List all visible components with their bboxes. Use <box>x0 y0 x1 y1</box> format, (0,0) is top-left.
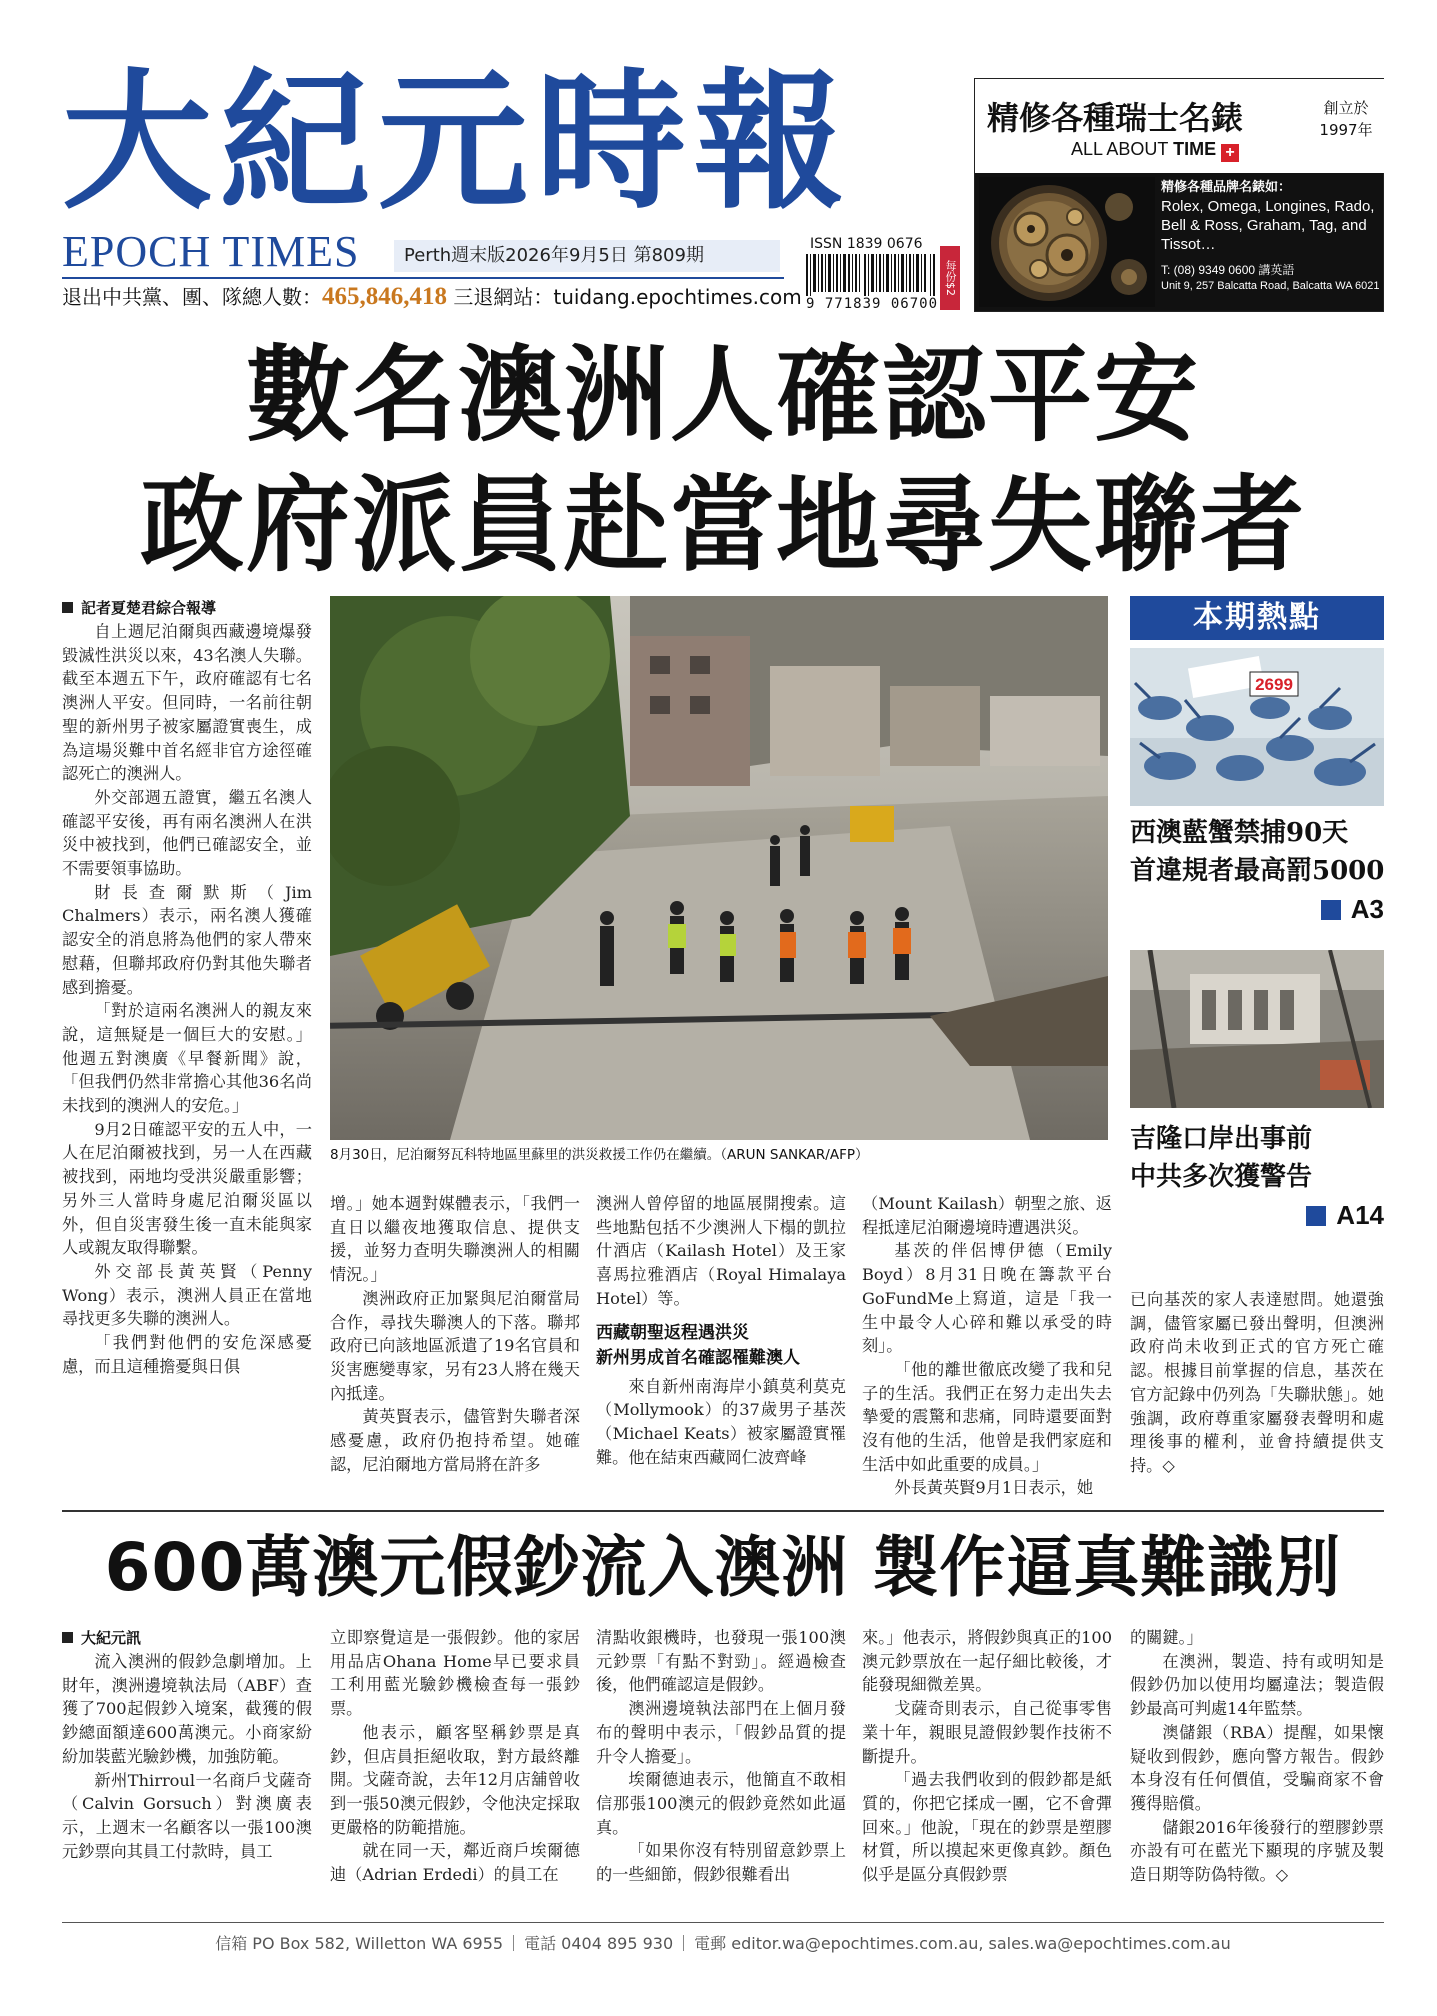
article1-subhead <box>596 1321 846 1371</box>
ad-address: Unit 9, 257 Balcatta Road, Balcatta WA 6021 <box>1161 280 1380 292</box>
photo-caption: 8月30日，尼泊爾努瓦科特地區里蘇里的洪災救援工作仍在繼續。（ARUN SANKAR/AFP） <box>330 1147 869 1163</box>
article1-byline <box>62 596 312 620</box>
quit-label: 退出中共黨、團、隊總人數： <box>62 285 322 309</box>
paragraph: 黃英賢表示，儘管對失聯者深感憂慮，政府仍抱持希望。她確認，尼泊爾地方當局將在許多 <box>330 1407 580 1474</box>
footer-contact <box>62 1932 1384 1956</box>
paragraph: 儲銀2016年後發行的塑膠鈔票亦設有可在藍光下顯現的序號及製造日期等防偽特徵。◇ <box>1130 1817 1384 1885</box>
masthead <box>0 0 1437 320</box>
article2-column-1 <box>62 1626 312 1863</box>
quit-party-line <box>62 282 802 312</box>
quit-count: 465,846,418 <box>322 283 447 310</box>
hot-topic-2-line1: 吉隆口岸出事前 <box>1130 1124 1313 1154</box>
subhead-line1: 西藏朝聖返程遇洪災 <box>596 1322 749 1343</box>
paragraph: 9月2日確認平安的五人中，一人在尼泊爾被找到，另一人在西藏被找到，兩地均受洪災嚴重影響；另外三人當時身處尼泊爾災區以外，但自災害發生後一直未能與家人或親友取得聯繫。 <box>62 1119 312 1258</box>
quit-site-link[interactable]: 三退網站：tuidang.epochtimes.com <box>453 285 802 309</box>
article2-column-4 <box>862 1626 1112 1887</box>
hot-topic-2-line2: 中共多次獲警告 <box>1130 1162 1313 1192</box>
blue-crab-image[interactable] <box>1130 648 1384 806</box>
article2-byline-text: 大紀元訊 <box>81 1629 142 1647</box>
crab-price-sign: 2699 <box>1255 675 1293 694</box>
watch-movement-image <box>979 177 1155 307</box>
hot-topics-heading: 本期熱點 <box>1130 596 1384 640</box>
paragraph: 「對於這兩名澳洲人的親友來說，這無疑是一個巨大的安慰。」他週五對澳廣《早餐新聞》說，「但我們仍然非常擔心其他36名尚未找到的澳洲人的安危。」 <box>62 1001 312 1116</box>
edition-info: Perth週末版2026年9月5日 第809期 <box>394 240 780 272</box>
paragraph: 埃爾德迪表示，他簡直不敢相信那張100澳元的假鈔竟然如此逼真。 <box>596 1770 846 1837</box>
ad-brand <box>1071 139 1239 162</box>
paragraph: 基茨的伴侶博伊德（Emily Boyd）8月31日晚在籌款平台GoFundMe上寫道，這是「我一生中最令人心碎和難以承受的時刻」。 <box>862 1241 1112 1356</box>
ad-title: 精修各種瑞士名錶 <box>987 99 1244 137</box>
paragraph: 澳洲人曾停留的地區展開搜索。這些地點包括不少澳洲人下榻的凱拉什酒店（Kailash Hotel）及王家喜馬拉雅酒店（Royal Himalaya Hotel）等。 <box>596 1194 846 1308</box>
ad-dark-panel <box>975 173 1383 311</box>
main-headline-line1: 數名澳洲人確認平安 <box>245 334 1200 456</box>
paragraph: （Mount Kailash）朝聖之旅、返程抵達尼泊爾邊境時遭遇洪災。 <box>862 1194 1112 1237</box>
ad-phone[interactable]: T: (08) 9349 0600 講英語 <box>1161 263 1295 277</box>
swiss-cross-icon: + <box>1221 144 1239 162</box>
article1-column-2 <box>330 1192 580 1476</box>
article2-column-3 <box>596 1626 846 1887</box>
page-ref-square-icon <box>1306 1206 1326 1226</box>
subhead-line2: 新州男成首名確認罹難澳人 <box>596 1347 800 1368</box>
byline-square-icon <box>62 602 73 613</box>
hot-topic-2-ref-text: A14 <box>1336 1200 1384 1230</box>
footer-separator <box>683 1935 684 1951</box>
article1-column-1 <box>62 596 312 1379</box>
ad-services-heading: 精修各種品牌名錶如： <box>1161 180 1292 195</box>
paragraph: 在澳洲，製造、持有或明知是假鈔仍加以使用均屬違法；製造假鈔最高可判處14年監禁。 <box>1130 1651 1384 1719</box>
border-port-image[interactable] <box>1130 950 1384 1108</box>
paragraph: 清點收銀機時，也發現一張100澳元鈔票「有點不對勁」。經過檢查後，他們確認這是假鈔。 <box>596 1628 846 1695</box>
article1-column-3 <box>596 1192 846 1469</box>
paragraph: 外交部週五證實，繼五名澳人確認平安後，再有兩名澳洲人在洪災中被找到，他們已確認安全，並不需要領事協助。 <box>62 787 312 879</box>
paragraph: 流入澳洲的假鈔急劇增加。上財年，澳洲邊境執法局（ABF）查獲了700起假鈔入境案，截獲的假鈔總面額達600萬澳元。小商家紛紛加裝藍光驗鈔機，加強防範。 <box>62 1652 312 1766</box>
hot-topic-1-ref-text: A3 <box>1350 894 1384 924</box>
ad-text <box>1161 179 1381 294</box>
masthead-rule <box>62 277 784 279</box>
main-headline-line2: 政府派員赴當地尋失聯者 <box>139 464 1306 586</box>
hot-topic-1-line2: 首違規者最高罰5000 <box>1130 856 1385 886</box>
ad-brand-prefix: ALL ABOUT <box>1071 139 1169 159</box>
hot-topic-1-title[interactable] <box>1130 814 1384 890</box>
footer-rule <box>62 1922 1384 1923</box>
paragraph: 澳洲邊境執法部門在上個月發布的聲明中表示，「假鈔品質的提升令人擔憂」。 <box>596 1699 846 1766</box>
main-headline[interactable] <box>62 330 1384 590</box>
masthead-title-chinese[interactable]: 大紀元時報 <box>62 56 853 230</box>
article2-column-2 <box>330 1626 580 1887</box>
ad-title-block <box>975 79 1385 173</box>
paragraph: 外長黃英賢9月1日表示，她 <box>894 1478 1094 1498</box>
article1-column-5 <box>1130 1288 1384 1478</box>
paragraph: 戈薩奇則表示，自己從事零售業十年，親眼見證假鈔製作技術不斷提升。 <box>862 1699 1112 1766</box>
paragraph: 「過去我們收到的假鈔都是紙質的，你把它揉成一團，它不會彈回來。」他說，「現在的鈔票是塑膠材質，所以摸起來更像真鈔。顏色似乎是區分真假鈔票 <box>862 1770 1112 1885</box>
ad-since-line1: 創立於 <box>1323 99 1369 117</box>
paragraph: 立即察覺這是一張假鈔。他的家居用品店Ohana Home早已要求員工利用藍光驗鈔機檢查每一張鈔票。 <box>330 1628 580 1719</box>
ad-since <box>1313 97 1379 141</box>
paragraph: 增。」她本週對媒體表示，「我們一直日以繼夜地獲取信息、提供支援，並努力查明失聯澳洲人的相關情況。」 <box>330 1194 580 1285</box>
hot-topic-2-page-ref[interactable] <box>1130 1200 1384 1230</box>
paragraph: 「他的離世徹底改變了我和兒子的生活。我們正在努力走出失去摯愛的震驚和悲痛，同時還要面對沒有他的生活，他曾是我們家庭和生活中如此重要的成員。」 <box>862 1359 1112 1474</box>
footer-separator <box>513 1935 514 1951</box>
hot-topic-1-page-ref[interactable] <box>1130 894 1384 924</box>
paragraph: 新州Thirroul一名商戶戈薩奇（Calvin Gorsuch）對澳廣表示，上週末一名顧客以一張100澳元鈔票向其員工付款時，員工 <box>62 1770 312 1861</box>
ad-brands-list: Rolex, Omega, Longines, Rado, Bell & Ross, Graham, Tag, and Tissot… <box>1161 198 1375 253</box>
masthead-title-english[interactable]: EPOCH TIMES <box>62 227 360 276</box>
barcode <box>806 254 936 296</box>
hot-topics-sidebar <box>1130 596 1385 1230</box>
article2-byline <box>62 1626 312 1650</box>
hot-topic-2-title[interactable] <box>1130 1120 1384 1196</box>
paragraph: 的關鍵。」 <box>1130 1628 1203 1647</box>
paragraph: 「如果你沒有特別留意鈔票上的一些細節，假鈔很難看出 <box>596 1841 846 1885</box>
footer-phone[interactable]: 電話 0404 895 930 <box>524 1934 674 1953</box>
paragraph: 財長查爾默斯（Jim Chalmers）表示，兩名澳人獲確認安全的消息將為他們的家人帶來慰藉，但聯邦政府仍對其他失聯者感到擔憂。 <box>62 882 312 997</box>
footer-postal: 信箱 PO Box 582, Willetton WA 6955 <box>215 1934 504 1953</box>
article2-headline[interactable]: 600萬澳元假鈔流入澳洲 製作逼真難識別 <box>104 1529 1342 1606</box>
article2-column-5 <box>1130 1626 1384 1887</box>
watch-advertisement[interactable] <box>974 78 1384 312</box>
issn: ISSN 1839 0676 <box>810 236 923 252</box>
paragraph: 來。」他表示，將假鈔與真正的100澳元鈔票放在一起仔細比較後，才能發現細微差異。 <box>862 1628 1112 1695</box>
byline-square-icon <box>62 1632 73 1643</box>
paragraph: 「我們對他們的安危深感憂慮，而且這種擔憂與日俱 <box>62 1333 312 1376</box>
paragraph: 外交部長黃英賢（Penny Wong）表示，澳洲人員正在當地尋找更多失聯的澳洲人。 <box>62 1261 312 1329</box>
barcode-number: 9 771839 06700 <box>806 296 939 312</box>
article1-byline-text: 記者夏楚君綜合報導 <box>81 599 217 617</box>
paragraph: 澳儲銀（RBA）提醒，如果懷疑收到假鈔，應向警方報告。假鈔本身沒有任何價值，受騙商家不會獲得賠償。 <box>1130 1722 1384 1813</box>
paragraph: 他表示，顧客堅稱鈔票是真鈔，但店員拒絕收取，對方最終離開。戈薩奇說，去年12月店舖曾收到一張50澳元假鈔，令他決定採取更嚴格的防範措施。 <box>330 1722 580 1837</box>
price-tag: 每份$2 <box>940 246 960 310</box>
article1-column-4 <box>862 1192 1112 1500</box>
paragraph: 自上週尼泊爾與西藏邊境爆發毀滅性洪災以來，43名澳人失聯。截至本週五下午，政府確認有七名澳洲人平安。但同時，一名前往朝聖的新州男子被家屬證實喪生，成為這場災難中首名經非官方途徑確認死亡的澳洲人。 <box>62 622 312 784</box>
paragraph: 澳洲政府正加緊與尼泊爾當局合作，尋找失聯澳人的下落。聯邦政府已向該地區派遣了19名官員和災害應變專家，另有23人將在幾天內抵達。 <box>330 1288 580 1403</box>
paragraph: 就在同一天，鄰近商戶埃爾德迪（Adrian Erdedi）的員工在 <box>330 1841 580 1885</box>
paragraph: 來自新州南海岸小鎮莫利莫克（Mollymook）的37歲男子基茨（Michael Keats）被家屬證實罹難。他在結束西藏岡仁波齊峰 <box>596 1376 846 1467</box>
footer-email[interactable]: 電郵 editor.wa@epochtimes.com.au, sales.wa@epochtimes.com.au <box>694 1934 1231 1953</box>
ad-brand-name: TIME <box>1173 139 1217 159</box>
flood-rescue-photo[interactable] <box>330 596 1108 1140</box>
page-ref-square-icon <box>1321 900 1341 920</box>
paragraph: 已向基茨的家人表達慰問。她還強調，儘管家屬已發出聲明，但澳洲政府尚未收到正式的官方死亡確認。根據目前掌握的信息，基茨在官方記錄中仍列為「失聯狀態」。她強調，政府尊重家屬發表聲明和處理後事的權利，並會持續提供支持。◇ <box>1130 1290 1384 1475</box>
hot-topic-1-line1: 西澳藍蟹禁捕90天 <box>1130 818 1349 848</box>
ad-since-line2: 1997年 <box>1319 121 1373 139</box>
section-divider <box>62 1510 1384 1512</box>
